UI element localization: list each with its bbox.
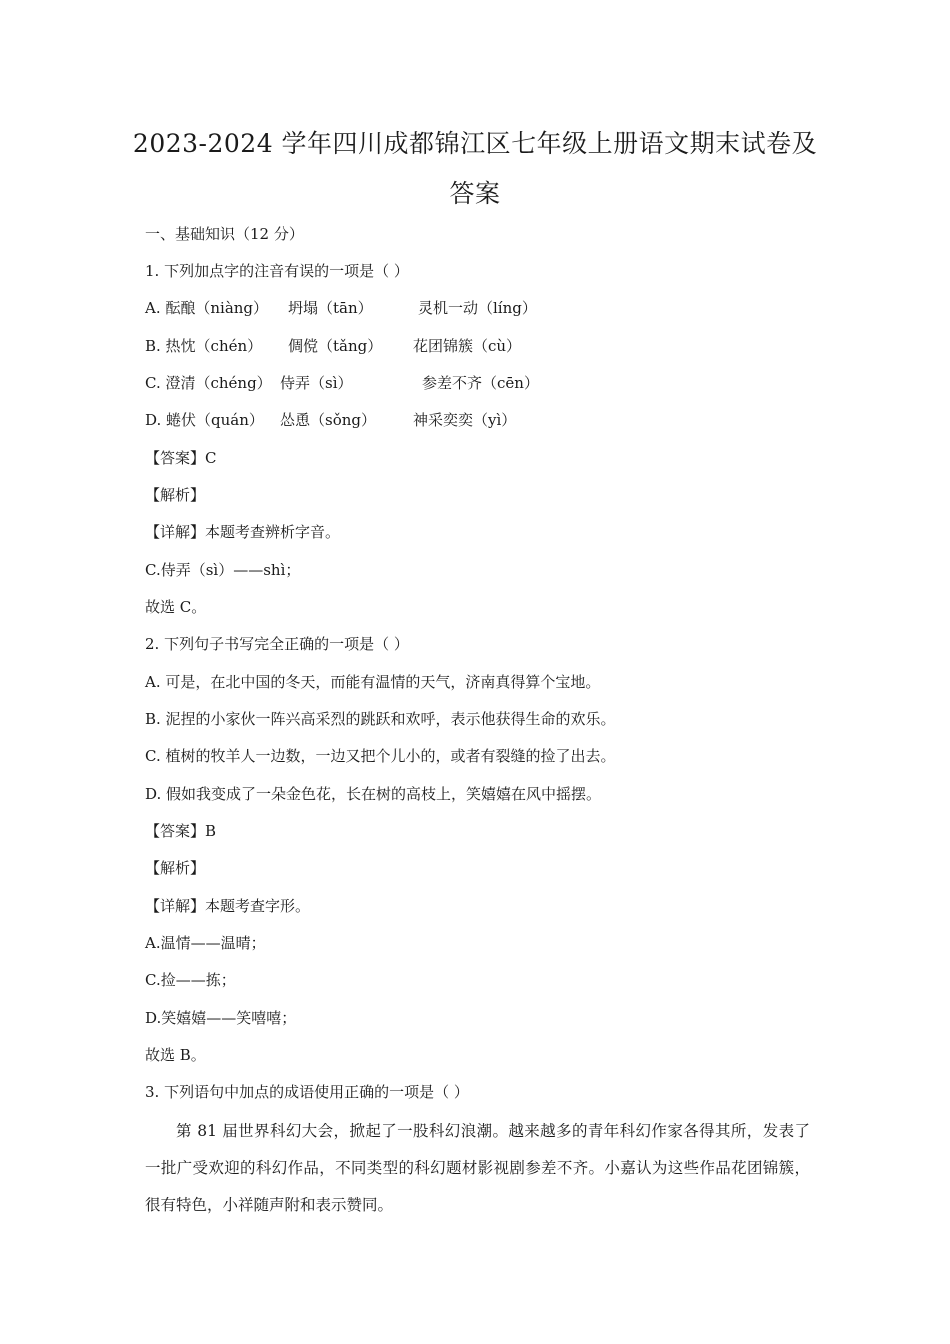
q2-option-b: B. 泥捏的小家伙一阵兴高采烈的跳跃和欢呼，表示他获得生命的欢乐。 bbox=[145, 710, 616, 728]
q2-explain-d: D.笑嬉嬉——笑嘻嘻； bbox=[145, 1009, 297, 1027]
q1-conclusion: 故选 C。 bbox=[145, 598, 207, 616]
q1-option-a-1: A. 酝酿（niàng） bbox=[145, 299, 269, 317]
q2-detail: 【详解】本题考查字形。 bbox=[145, 897, 311, 915]
q2-conclusion: 故选 B。 bbox=[145, 1046, 206, 1064]
q1-option-b-1: B. 热忱（chén） bbox=[145, 337, 263, 355]
q1-option-b-2: 倜傥（tǎng） bbox=[288, 337, 383, 355]
q1-option-a bbox=[145, 298, 825, 318]
q1-option-b-3: 花团锦簇（cù） bbox=[413, 337, 522, 355]
q1-option-c-1: C. 澄清（chéng） bbox=[145, 374, 272, 392]
q1-analysis: 【解析】 bbox=[145, 486, 206, 504]
q2-stem: 2. 下列句子书写完全正确的一项是（ ） bbox=[145, 635, 409, 653]
q3-passage: 第 81 届世界科幻大会，掀起了一股科幻浪潮。越来越多的青年科幻作家各得其所，发表了一批广受欢迎的科幻作品，不同类型的科幻题材影视剧参差不齐。小嘉认为这些作品花团锦簇，很有特色，小祥随声附和表示赞同。 bbox=[145, 1122, 810, 1214]
q2-explain-a: A.温情——温晴； bbox=[145, 934, 266, 952]
q1-option-a-3: 灵机一动（líng） bbox=[418, 299, 537, 317]
q2-explain-c: C.捡——拣； bbox=[145, 971, 236, 989]
q2-analysis: 【解析】 bbox=[145, 859, 206, 877]
q1-option-d-2: 怂恿（sǒng） bbox=[280, 411, 376, 429]
q2-option-c: C. 植树的牧羊人一边数，一边又把个儿小的，或者有裂缝的捡了出去。 bbox=[145, 747, 616, 765]
q1-option-c-3: 参差不齐（cēn） bbox=[422, 374, 539, 392]
q2-option-d: D. 假如我变成了一朵金色花，长在树的高枝上，笑嬉嬉在风中摇摆。 bbox=[145, 785, 602, 803]
q1-detail: 【详解】本题考查辨析字音。 bbox=[145, 523, 341, 541]
q2-option-a: A. 可是，在北中国的冬天，而能有温情的天气，济南真得算个宝地。 bbox=[145, 673, 601, 691]
doc-title-line-1: 2023-2024 学年四川成都锦江区七年级上册语文期末试卷及 bbox=[132, 129, 818, 158]
q2-answer: 【答案】B bbox=[145, 822, 217, 840]
section-heading: 一、基础知识（12 分） bbox=[145, 225, 304, 243]
q1-option-d-3: 神采奕奕（yì） bbox=[413, 411, 517, 429]
q1-option-a-2: 坍塌（tān） bbox=[288, 299, 373, 317]
q1-option-c bbox=[145, 373, 825, 393]
q1-option-d bbox=[145, 410, 825, 430]
q1-stem: 1. 下列加点字的注音有误的一项是（ ） bbox=[145, 262, 409, 280]
doc-title-line-2: 答案 bbox=[449, 179, 501, 208]
q1-explain: C.侍弄（sì）——shì； bbox=[145, 561, 301, 579]
q1-option-c-2: 侍弄（sì） bbox=[280, 374, 353, 392]
q1-option-d-1: D. 蜷伏（quán） bbox=[145, 411, 264, 429]
q3-stem: 3. 下列语句中加点的成语使用正确的一项是（ ） bbox=[145, 1083, 469, 1101]
q1-option-b bbox=[145, 336, 825, 356]
q1-answer: 【答案】C bbox=[145, 449, 217, 467]
